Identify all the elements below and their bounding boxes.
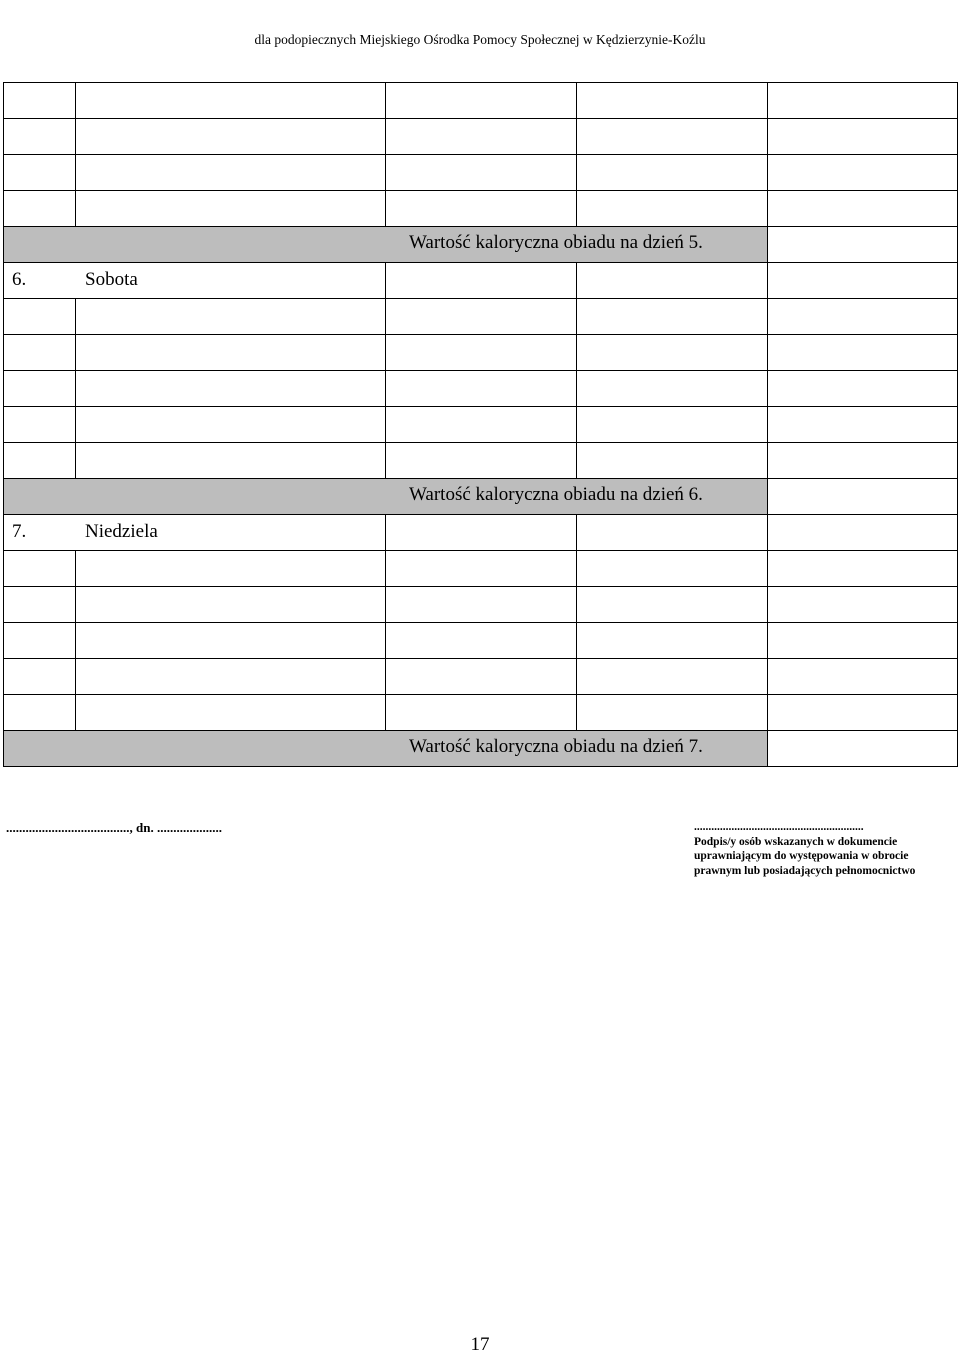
day-name: Niedziela bbox=[85, 521, 158, 542]
table-cell bbox=[576, 658, 768, 695]
table-cell bbox=[3, 550, 76, 587]
signature-dots: ........................................................... bbox=[694, 821, 864, 833]
table-cell bbox=[767, 406, 958, 443]
table-cell bbox=[767, 190, 958, 227]
table-cell bbox=[576, 118, 768, 155]
table-cell bbox=[576, 370, 768, 407]
table-cell bbox=[767, 442, 958, 479]
table-cell bbox=[3, 298, 76, 335]
table-cell bbox=[3, 334, 76, 371]
table-cell bbox=[385, 586, 577, 623]
kcal-row-cell bbox=[3, 478, 768, 515]
table-cell bbox=[3, 586, 76, 623]
table-cell bbox=[3, 190, 76, 227]
table-cell bbox=[576, 550, 768, 587]
table-cell bbox=[385, 118, 577, 155]
table-cell bbox=[385, 262, 577, 299]
header-line-3: dla podopiecznych Miejskiego Ośrodka Pomocy Społecznej w Kędzierzynie-Koźlu bbox=[254, 32, 706, 47]
table-cell bbox=[385, 550, 577, 587]
table-cell bbox=[385, 370, 577, 407]
table-cell bbox=[576, 298, 768, 335]
kcal-label: Wartość kaloryczna obiadu na dzień 6. bbox=[409, 484, 703, 505]
table-cell bbox=[3, 118, 76, 155]
table-cell bbox=[767, 622, 958, 659]
table-cell bbox=[767, 298, 958, 335]
table-cell bbox=[576, 334, 768, 371]
table-cell bbox=[767, 550, 958, 587]
place-date-field: ......................................, dn. .................... bbox=[6, 820, 222, 835]
table-cell bbox=[75, 82, 386, 119]
table-cell bbox=[75, 334, 386, 371]
table-cell bbox=[385, 694, 577, 731]
table-cell bbox=[75, 442, 386, 479]
kcal-value-cell bbox=[767, 730, 958, 767]
table-cell bbox=[576, 694, 768, 731]
signature-block bbox=[694, 820, 915, 878]
kcal-value-cell bbox=[767, 478, 958, 515]
table-cell bbox=[3, 82, 76, 119]
table-cell bbox=[3, 622, 76, 659]
table-cell bbox=[576, 406, 768, 443]
table-cell bbox=[3, 406, 76, 443]
table-cell bbox=[767, 118, 958, 155]
table-cell bbox=[767, 694, 958, 731]
table-cell bbox=[75, 118, 386, 155]
table-cell bbox=[3, 154, 76, 191]
day-name: Sobota bbox=[85, 269, 138, 290]
table-cell bbox=[576, 586, 768, 623]
table-cell bbox=[385, 298, 577, 335]
table-cell bbox=[385, 154, 577, 191]
signature-line-3: prawnym lub posiadających pełnomocnictwo bbox=[694, 864, 916, 877]
table-cell bbox=[767, 154, 958, 191]
table-cell bbox=[385, 406, 577, 443]
table-cell bbox=[75, 622, 386, 659]
table-cell bbox=[3, 658, 76, 695]
signature-line-1: Podpis/y osób wskazanych w dokumencie bbox=[694, 835, 898, 848]
table-cell bbox=[75, 298, 386, 335]
table-cell bbox=[576, 190, 768, 227]
table-cell bbox=[576, 154, 768, 191]
day-header-cell bbox=[3, 262, 386, 299]
table-cell bbox=[767, 586, 958, 623]
table-cell bbox=[767, 334, 958, 371]
table-cell bbox=[75, 154, 386, 191]
table-cell bbox=[385, 334, 577, 371]
table-cell bbox=[767, 658, 958, 695]
table-cell bbox=[767, 262, 958, 299]
kcal-label: Wartość kaloryczna obiadu na dzień 7. bbox=[409, 736, 703, 757]
kcal-value-cell bbox=[767, 226, 958, 263]
header-line-2: Przygotowanie, dostarczanie i wydanie gorących posiłków bbox=[321, 16, 639, 31]
table-cell bbox=[385, 442, 577, 479]
table-cell bbox=[385, 190, 577, 227]
table-cell bbox=[576, 514, 768, 551]
table-cell bbox=[576, 442, 768, 479]
table-cell bbox=[767, 370, 958, 407]
day-number: 6. bbox=[12, 269, 27, 290]
kcal-row-cell bbox=[3, 730, 768, 767]
table-cell bbox=[3, 370, 76, 407]
table-cell bbox=[576, 82, 768, 119]
table-cell bbox=[75, 694, 386, 731]
table-cell bbox=[385, 622, 577, 659]
table-cell bbox=[75, 406, 386, 443]
kcal-label: Wartość kaloryczna obiadu na dzień 5. bbox=[409, 232, 703, 253]
table-cell bbox=[767, 514, 958, 551]
table-cell bbox=[75, 550, 386, 587]
table-cell bbox=[3, 442, 76, 479]
signature-line-2: uprawniającym do występowania w obrocie bbox=[694, 850, 909, 862]
table-cell bbox=[75, 370, 386, 407]
header-line-1: Specyfikacja Istotnych Warunków Zamówienia – DK.241.07.2014.PN bbox=[289, 0, 671, 15]
table-cell bbox=[576, 622, 768, 659]
table-cell bbox=[3, 694, 76, 731]
day-number: 7. bbox=[12, 521, 27, 542]
kcal-row-cell bbox=[3, 226, 768, 263]
table-cell bbox=[385, 82, 577, 119]
table-cell bbox=[576, 262, 768, 299]
day-header-cell bbox=[3, 514, 386, 551]
table-cell bbox=[75, 190, 386, 227]
table-cell bbox=[767, 82, 958, 119]
page-number: 17 bbox=[470, 1334, 490, 1355]
table-cell bbox=[75, 658, 386, 695]
table-cell bbox=[385, 514, 577, 551]
table-cell bbox=[385, 658, 577, 695]
table-cell bbox=[75, 586, 386, 623]
